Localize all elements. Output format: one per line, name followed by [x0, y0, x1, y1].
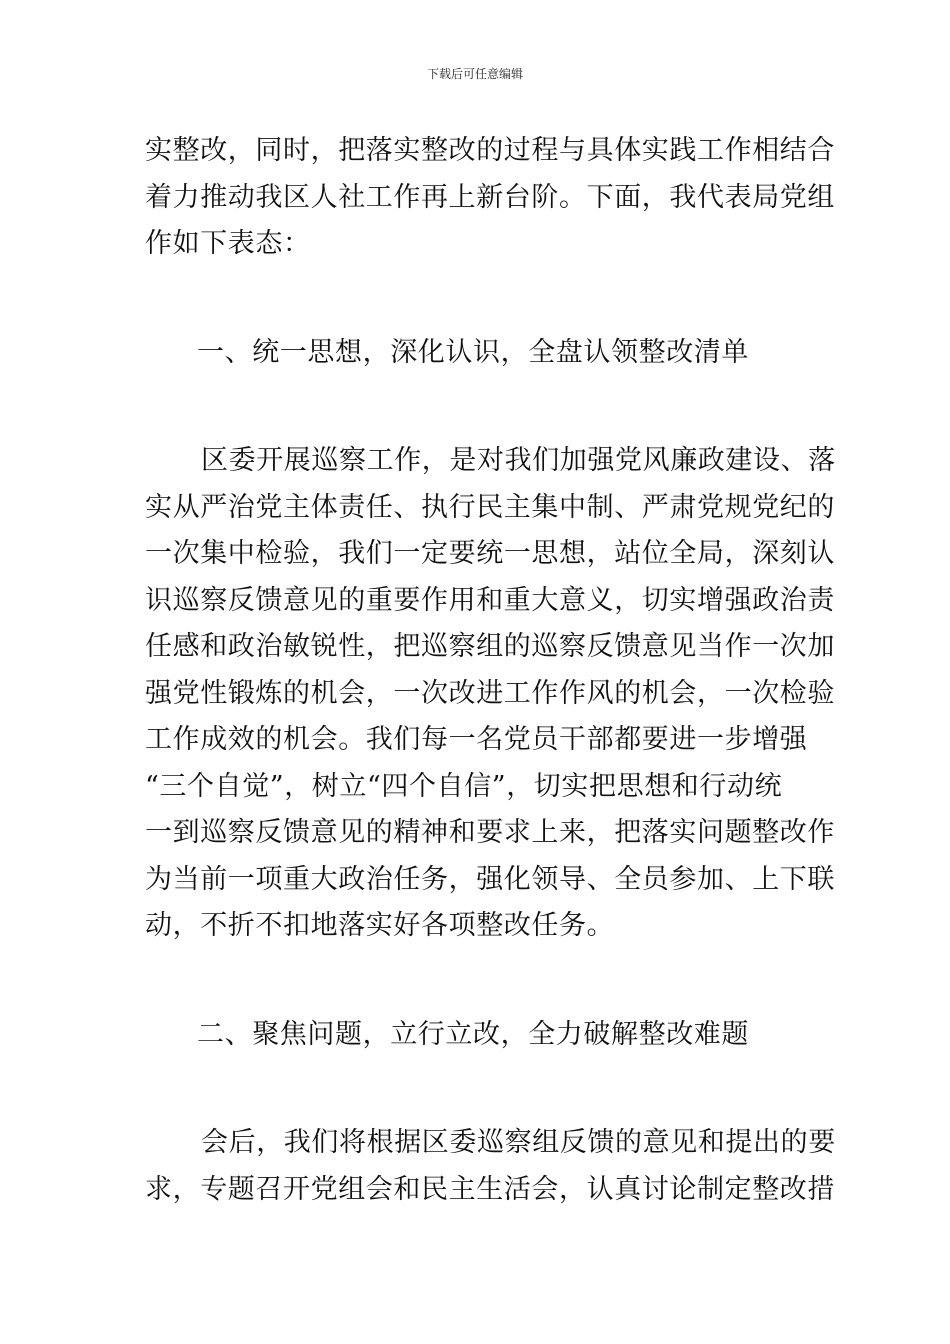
paragraph-line: 着力推动我区人社工作再上新台阶。下面，我代表局党组	[145, 181, 835, 213]
paragraph-line: 区委开展巡察工作，是对我们加强党风廉政建设、落	[201, 445, 836, 476]
paragraph-line: 工作成效的机会。我们每一名党员干部都要进一步增强	[145, 724, 808, 755]
paragraph-line: 为当前一项重大政治任务，强化领导、全员参加、上下联	[145, 863, 835, 895]
paragraph-line: “三个自觉”，树立“四个自信”，切实把思想和行动统	[145, 770, 783, 802]
paragraph-line: 任感和政治敏锐性，把巡察组的巡察反馈意见当作一次加	[145, 631, 835, 662]
paragraph-line: 一次集中检验，我们一定要统一思想，站位全局，深刻认	[145, 538, 835, 569]
paragraph-line: 会后，我们将根据区委巡察组反馈的意见和提出的要	[201, 1127, 836, 1158]
paragraph-line: 实从严治党主体责任、执行民主集中制、严肃党规党纪的	[145, 491, 835, 523]
paragraph-line: 实整改，同时，把落实整改的过程与具体实践工作相结合	[145, 135, 835, 166]
paragraph-line: 识巡察反馈意见的重要作用和重大意义，切实增强政治责	[145, 584, 835, 616]
paragraph-line: 动，不折不扣地落实好各项整改任务。	[145, 910, 615, 941]
paragraph-line: 一到巡察反馈意见的精神和要求上来，把落实问题整改作	[145, 817, 835, 848]
page-header-note: 下载后可任意编辑	[426, 67, 523, 81]
section-heading-2: 二、聚焦问题，立行立改，全力破解整改难题	[197, 1018, 749, 1050]
paragraph-line: 强党性锻炼的机会，一次改进工作作风的机会，一次检验	[145, 677, 835, 709]
paragraph-line: 作如下表态：	[145, 228, 311, 259]
paragraph-line: 求，专题召开党组会和民主生活会，认真讨论制定整改措	[145, 1173, 835, 1205]
section-heading-1: 一、统一思想，深化认识，全盘认领整改清单	[197, 336, 749, 368]
document-body	[145, 128, 836, 1213]
